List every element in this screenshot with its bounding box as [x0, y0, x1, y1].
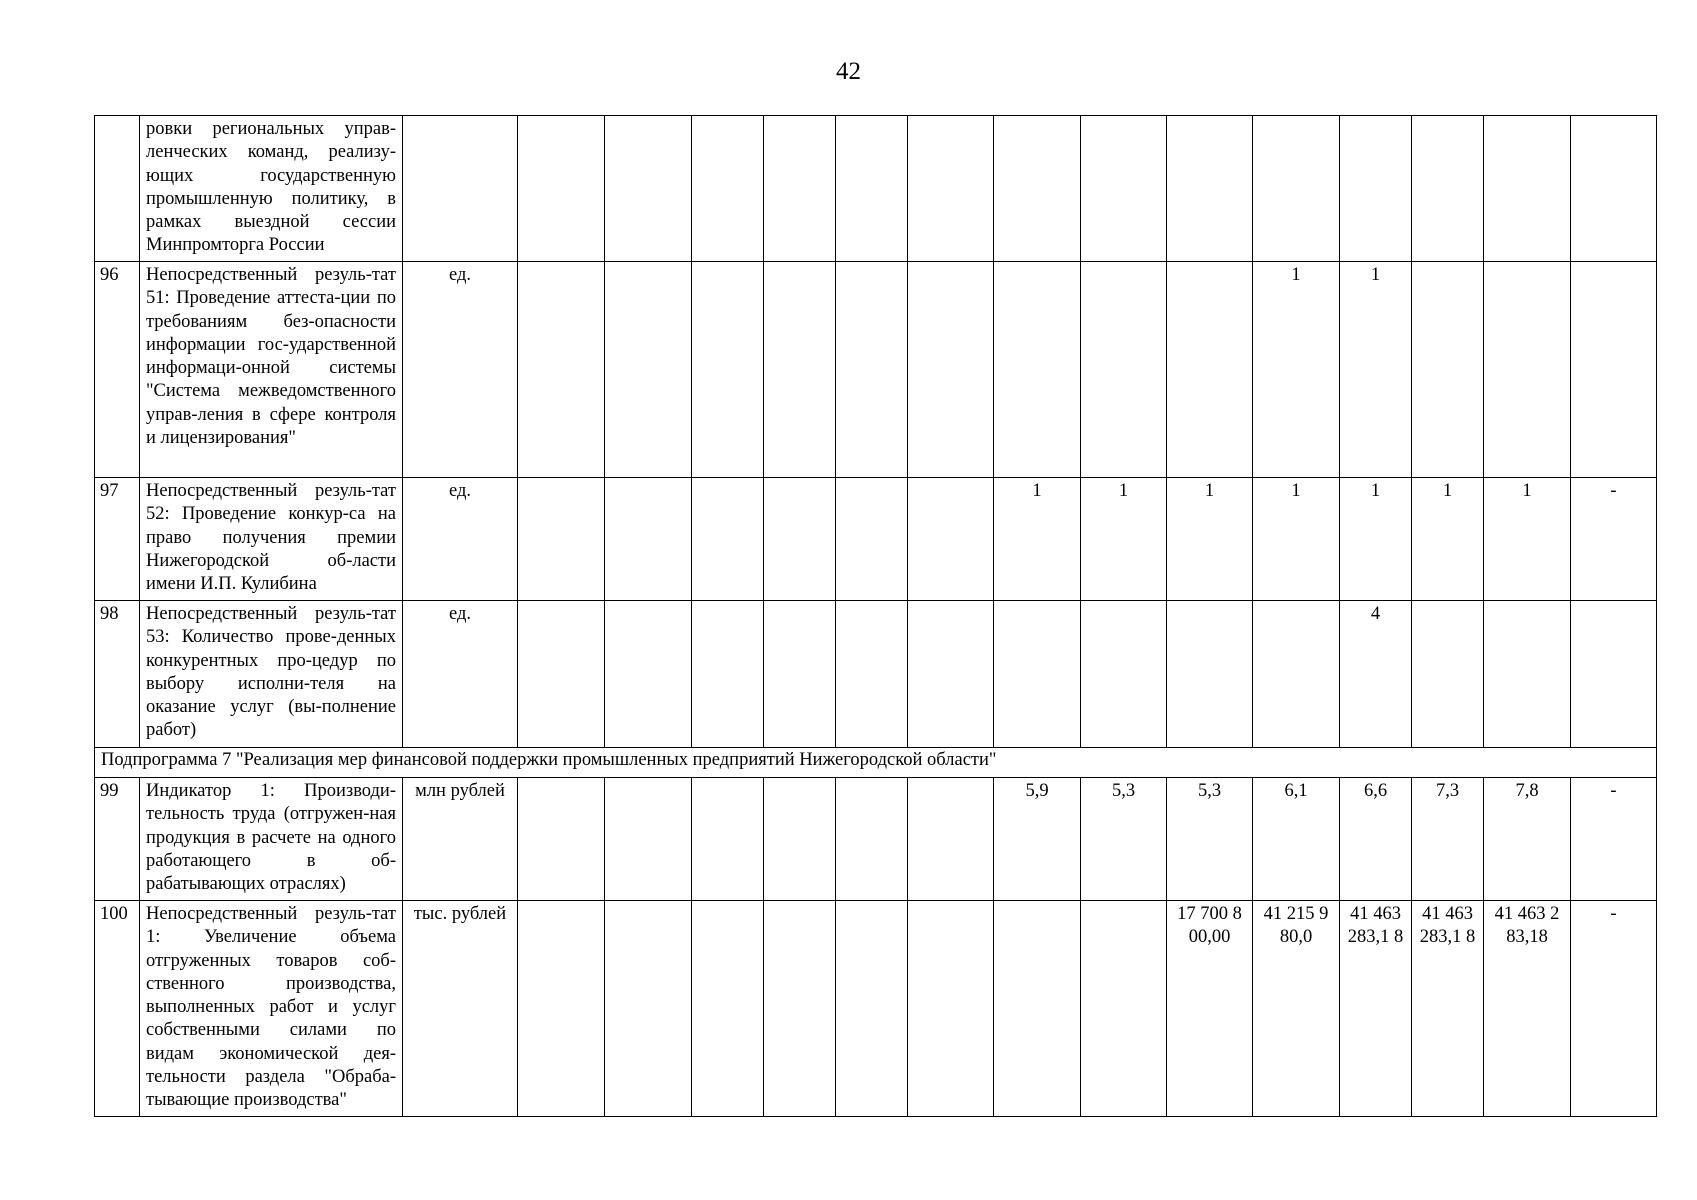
page-number: 42	[836, 58, 861, 85]
value-cell	[764, 778, 836, 901]
value-cell	[1484, 116, 1571, 262]
value-cell	[836, 478, 908, 601]
row-name-text: Непосредственный резуль-тат 51: Проведение аттеста-ции по требованиям без-опасности информации гос-ударственной информаци-онной системы "Система межведомственного управ-ления в сфере контроля и лицензирования"	[146, 265, 396, 449]
row-number: 96	[95, 262, 140, 478]
value-cell: 1	[1253, 262, 1340, 478]
row-name	[140, 116, 403, 262]
row-name	[140, 778, 403, 901]
value-cell	[764, 601, 836, 748]
value-cell	[1081, 901, 1167, 1117]
value-cell	[692, 478, 764, 601]
value-cell	[1571, 601, 1657, 748]
row-name-text: Индикатор 1: Производи-тельность труда (отгружен-ная продукция в расчете на одного работающего в об-рабатывающих отраслях)	[146, 781, 396, 895]
value-cell	[908, 901, 994, 1117]
value-cell	[908, 778, 994, 901]
subprogram-title: Подпрограмма 7 "Реализация мер финансовой поддержки промышленных предприятий Нижегородской области"	[95, 748, 1657, 778]
value-cell	[605, 116, 692, 262]
value-cell	[1412, 601, 1484, 748]
value-cell: 1	[1081, 478, 1167, 601]
value-cell	[1340, 116, 1412, 262]
value-cell	[518, 262, 605, 478]
value-cell	[605, 262, 692, 478]
row-unit: ед.	[403, 262, 518, 478]
value-cell	[518, 901, 605, 1117]
value-cell: 5,3	[1081, 778, 1167, 901]
value-cell: 1	[1340, 262, 1412, 478]
value-cell	[518, 778, 605, 901]
row-number: 99	[95, 778, 140, 901]
value-cell	[692, 778, 764, 901]
value-cell	[836, 778, 908, 901]
value-cell: 7,8	[1484, 778, 1571, 901]
value-cell	[1167, 262, 1253, 478]
row-unit: ед.	[403, 601, 518, 748]
value-cell	[1484, 601, 1571, 748]
value-cell	[1571, 116, 1657, 262]
value-cell	[518, 116, 605, 262]
value-cell	[692, 601, 764, 748]
table-row	[95, 601, 1657, 748]
value-cell: 5,3	[1167, 778, 1253, 901]
row-name-text: Непосредственный резуль-тат 52: Проведение конкур-са на право получения премии Нижегородской об-ласти имени И.П. Кулибина	[146, 481, 396, 595]
value-cell	[518, 601, 605, 748]
row-name-text: ровки региональных управ-ленческих команд, реализу-ющих государственную промышленную политику, в рамках выездной сессии Минпромторга России	[146, 119, 396, 256]
subprogram-row	[95, 748, 1657, 778]
value-cell	[764, 901, 836, 1117]
row-unit	[403, 116, 518, 262]
value-cell	[764, 478, 836, 601]
row-number	[95, 116, 140, 262]
row-name	[140, 901, 403, 1117]
row-unit: млн рублей	[403, 778, 518, 901]
value-cell: -	[1571, 901, 1657, 1117]
value-cell	[994, 901, 1081, 1117]
value-cell	[836, 116, 908, 262]
value-cell	[605, 901, 692, 1117]
value-cell	[994, 601, 1081, 748]
value-cell	[1167, 601, 1253, 748]
table-row	[95, 478, 1657, 601]
value-cell: 7,3	[1412, 778, 1484, 901]
row-name	[140, 478, 403, 601]
value-cell	[692, 901, 764, 1117]
value-cell: 1	[1412, 478, 1484, 601]
value-cell: 5,9	[994, 778, 1081, 901]
value-cell	[1167, 116, 1253, 262]
value-cell	[605, 778, 692, 901]
value-cell	[908, 262, 994, 478]
value-cell	[692, 116, 764, 262]
value-cell	[1081, 262, 1167, 478]
value-cell	[908, 478, 994, 601]
value-cell	[908, 116, 994, 262]
value-cell	[1253, 601, 1340, 748]
value-cell	[994, 262, 1081, 478]
value-cell	[1081, 116, 1167, 262]
table-row	[95, 116, 1657, 262]
row-name-text: Непосредственный резуль-тат 53: Количество прове-денных конкурентных про-цедур по выбору исполни-теля на оказание услуг (вы-полнение работ)	[146, 604, 396, 741]
value-cell	[764, 262, 836, 478]
value-cell	[836, 601, 908, 748]
row-name-text: Непосредственный резуль-тат 1: Увеличение объема отгруженных товаров соб-ственного производства, выполненных работ и услуг собственными силами по видам экономической дея-тельности раздела "Обраба-тывающие производства"	[146, 904, 396, 1111]
value-cell: 1	[1484, 478, 1571, 601]
value-cell	[1484, 262, 1571, 478]
indicators-table	[94, 115, 1657, 1117]
value-cell	[836, 262, 908, 478]
value-cell: 17 700 8 00,00	[1167, 901, 1253, 1117]
value-cell: 6,6	[1340, 778, 1412, 901]
value-cell: 4	[1340, 601, 1412, 748]
value-cell: 41 463 283,1 8	[1412, 901, 1484, 1117]
value-cell	[1081, 601, 1167, 748]
row-number: 100	[95, 901, 140, 1117]
table-row	[95, 262, 1657, 478]
value-cell	[1253, 116, 1340, 262]
value-cell: 6,1	[1253, 778, 1340, 901]
value-cell: 41 463 2 83,18	[1484, 901, 1571, 1117]
table-row	[95, 901, 1657, 1117]
value-cell	[836, 901, 908, 1117]
value-cell: 1	[1253, 478, 1340, 601]
value-cell: 1	[1340, 478, 1412, 601]
row-number: 98	[95, 601, 140, 748]
value-cell	[518, 478, 605, 601]
value-cell	[1412, 262, 1484, 478]
value-cell	[908, 601, 994, 748]
value-cell: 1	[994, 478, 1081, 601]
row-unit: ед.	[403, 478, 518, 601]
row-name	[140, 601, 403, 748]
value-cell	[605, 478, 692, 601]
value-cell: -	[1571, 778, 1657, 901]
value-cell: 41 215 9 80,0	[1253, 901, 1340, 1117]
value-cell	[692, 262, 764, 478]
value-cell	[1571, 262, 1657, 478]
value-cell	[605, 601, 692, 748]
value-cell	[764, 116, 836, 262]
row-number: 97	[95, 478, 140, 601]
table-row	[95, 778, 1657, 901]
value-cell	[1412, 116, 1484, 262]
value-cell	[994, 116, 1081, 262]
value-cell: 1	[1167, 478, 1253, 601]
row-name	[140, 262, 403, 478]
row-unit: тыс. рублей	[403, 901, 518, 1117]
value-cell: -	[1571, 478, 1657, 601]
value-cell: 41 463 283,1 8	[1340, 901, 1412, 1117]
